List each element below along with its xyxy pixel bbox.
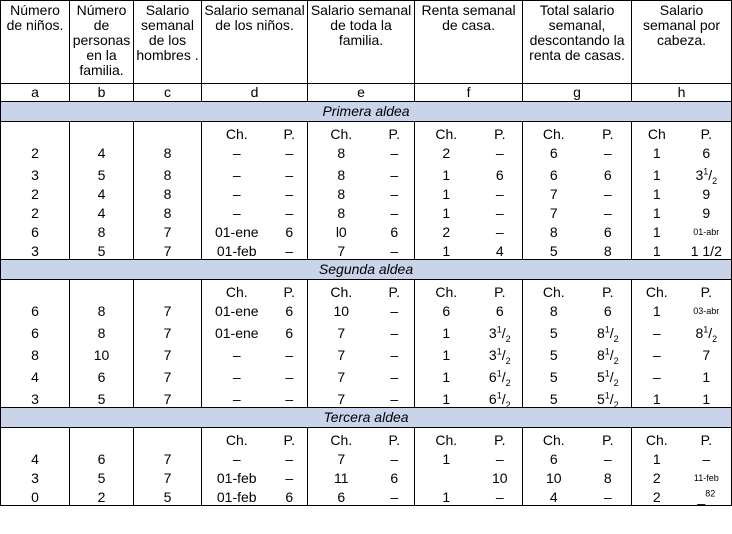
- subheader-row: [1, 122, 732, 143]
- table-cell: 6: [308, 486, 375, 506]
- subheader-cell: Ch.: [542, 284, 565, 300]
- table-cell: 6: [1, 221, 70, 240]
- table-cell: 7: [134, 221, 202, 240]
- subheader-cell: Ch.: [435, 126, 458, 142]
- table-cell: 7: [337, 325, 346, 341]
- letter-h: h: [632, 84, 732, 102]
- table-cell: 1: [682, 363, 732, 385]
- subheader-cell: Ch: [647, 126, 666, 142]
- table-cell: –: [375, 341, 415, 363]
- table-cell: 8: [549, 303, 558, 319]
- table-cell: –: [375, 363, 415, 385]
- subheader-cell: P.: [272, 122, 308, 143]
- letter-d: d: [202, 84, 308, 102]
- section-title: Segunda aldea: [1, 260, 732, 280]
- table-cell: 5: [70, 240, 134, 260]
- table-cell: –: [375, 300, 415, 319]
- header-d: Salario semanal de los niños.: [202, 1, 308, 84]
- table-cell: –: [272, 385, 308, 408]
- section-header: [1, 102, 732, 122]
- table-row: [1, 161, 732, 183]
- table-cell: 6: [442, 303, 451, 319]
- table-cell: –: [652, 369, 661, 385]
- table-cell: 6: [272, 221, 308, 240]
- table-cell: 0: [1, 486, 70, 506]
- table-cell: 03-abr: [682, 300, 732, 319]
- table-row: [1, 221, 732, 240]
- subheader-cell: Ch.: [225, 432, 248, 448]
- table-cell: 1: [442, 369, 451, 385]
- table-cell: 2: [442, 145, 451, 161]
- header-e: Salario semanal de toda la familia.: [308, 1, 415, 84]
- table-cell: –: [272, 448, 308, 467]
- table-cell: 8: [337, 145, 346, 161]
- table-row: [1, 467, 732, 486]
- table-cell: 1: [415, 486, 478, 506]
- table-cell: 8: [134, 183, 202, 202]
- letter-row: [1, 84, 732, 102]
- subheader-empty: [134, 280, 202, 301]
- table-cell: –: [232, 451, 241, 467]
- table-cell: 6: [70, 363, 134, 385]
- subheader-empty: [1, 280, 70, 301]
- table-cell: 8: [134, 161, 202, 183]
- table-cell: –: [232, 186, 241, 202]
- header-c: Salario semanal de los hombres .: [134, 1, 202, 84]
- subheader-cell: Ch.: [645, 432, 668, 448]
- table-cell: –: [585, 183, 632, 202]
- table-cell: 7: [134, 240, 202, 260]
- table-cell: –: [375, 161, 415, 183]
- table-cell: 1: [652, 205, 661, 221]
- table-cell: –: [375, 448, 415, 467]
- section-header: [1, 260, 732, 280]
- table-cell: 3: [1, 240, 70, 260]
- subheader-empty: [1, 122, 70, 143]
- table-cell: –: [652, 347, 661, 363]
- table-row: [1, 363, 732, 385]
- table-row: [1, 300, 732, 319]
- table-cell: 3: [1, 467, 70, 486]
- table-row: [1, 142, 732, 161]
- subheader-cell: P.: [375, 122, 415, 143]
- table-cell: $6^1/_2$: [478, 363, 523, 385]
- table-cell: 1: [652, 451, 661, 467]
- header-row: [1, 1, 732, 84]
- table-cell: 7: [134, 385, 202, 408]
- table-cell: 01-feb: [202, 486, 272, 506]
- letter-b: b: [70, 84, 134, 102]
- subheader-cell: Ch.: [435, 432, 458, 448]
- table-row: [1, 341, 732, 363]
- table-cell: 01-feb: [216, 243, 257, 259]
- table-row: [1, 385, 732, 408]
- table-cell: 6: [585, 300, 632, 319]
- table-cell: 2: [1, 142, 70, 161]
- table-cell: 5: [70, 467, 134, 486]
- subheader-cell: P.: [682, 280, 732, 301]
- table-cell: 01-feb: [216, 470, 257, 486]
- table-cell: 5: [549, 243, 558, 259]
- table-cell: 6: [549, 167, 558, 183]
- table-cell: 01-abr: [682, 221, 732, 240]
- table-cell: 6: [1, 300, 70, 319]
- letter-g: g: [523, 84, 632, 102]
- table-cell: 7: [337, 347, 346, 363]
- table-cell: 8: [70, 319, 134, 341]
- table-cell: 5: [70, 385, 134, 408]
- table-cell: 6: [585, 161, 632, 183]
- table-row: [1, 202, 732, 221]
- table-cell: 8: [337, 167, 346, 183]
- table-cell: 1 1/2: [682, 240, 732, 260]
- table-cell: 1: [682, 385, 732, 408]
- table-cell: $3^1/_2$: [682, 161, 732, 183]
- table-cell: 4: [70, 183, 134, 202]
- table-cell: –: [652, 325, 661, 341]
- table-cell: 1: [442, 347, 451, 363]
- subheader-cell: Ch.: [542, 432, 565, 448]
- table-cell: 5: [70, 161, 134, 183]
- table-cell: 5: [549, 369, 558, 385]
- table-cell: 5: [549, 347, 558, 363]
- table-cell: –: [478, 448, 523, 467]
- table-cell: 9: [682, 202, 732, 221]
- table-cell: 3: [1, 161, 70, 183]
- table-cell: 8: [337, 186, 346, 202]
- table-cell: –: [232, 369, 241, 385]
- table-row: [1, 183, 732, 202]
- table-cell: –: [585, 142, 632, 161]
- table-cell: 6: [375, 221, 415, 240]
- table-cell: 5: [549, 391, 558, 407]
- table-cell: 6: [272, 300, 308, 319]
- table-cell: 8: [70, 221, 134, 240]
- table-cell: $5^1/_2$: [585, 385, 632, 408]
- table-cell: 1: [442, 325, 451, 341]
- table-cell: 01-ene: [214, 224, 259, 240]
- header-f: Renta semanal de casa.: [415, 1, 523, 84]
- letter-c: c: [134, 84, 202, 102]
- table-cell: –: [375, 202, 415, 221]
- table-cell: 1: [652, 224, 661, 240]
- table-cell: 7: [337, 451, 346, 467]
- table-cell: –: [682, 448, 732, 467]
- subheader-empty: [70, 122, 134, 143]
- table-cell: 8: [134, 202, 202, 221]
- table-cell: 2: [1, 183, 70, 202]
- table-cell: 4: [70, 142, 134, 161]
- table-cell: 10: [70, 341, 134, 363]
- subheader-empty: [134, 428, 202, 449]
- table-row: [1, 448, 732, 467]
- table-cell: 4: [1, 448, 70, 467]
- table-cell: –: [478, 221, 523, 240]
- table-cell: 7: [134, 467, 202, 486]
- table-cell: –: [232, 167, 241, 183]
- table-cell: 6: [549, 145, 558, 161]
- table-cell: 1: [652, 243, 661, 259]
- table-cell: –: [375, 385, 415, 408]
- table-cell: 7: [337, 369, 346, 385]
- subheader-empty: [1, 428, 70, 449]
- table-cell: –: [272, 161, 308, 183]
- table-cell: 9: [682, 183, 732, 202]
- subheader-cell: P.: [585, 428, 632, 449]
- table-cell: 11: [333, 470, 349, 486]
- table-cell: –: [375, 142, 415, 161]
- table-cell: 1: [442, 391, 451, 407]
- table-cell: 1: [652, 167, 661, 183]
- table-cell: 4: [523, 486, 585, 506]
- table-cell: 3: [1, 385, 70, 408]
- table-cell: –: [375, 319, 415, 341]
- table-cell: –: [232, 391, 241, 407]
- section-title: Tercera aldea: [1, 408, 732, 428]
- table-cell: 1: [652, 145, 661, 161]
- table-row: [1, 319, 732, 341]
- table-cell: –: [272, 240, 308, 260]
- subheader-cell: Ch.: [330, 126, 353, 142]
- subheader-cell: Ch.: [330, 432, 353, 448]
- header-g: Total salario semanal, descontando la renta de casas.: [523, 1, 632, 84]
- subheader-cell: P.: [682, 428, 732, 449]
- subheader-cell: P.: [375, 280, 415, 301]
- table-cell: –: [375, 240, 415, 260]
- table-cell: 6: [585, 221, 632, 240]
- table-cell: 7: [549, 186, 558, 202]
- table-cell: 1: [652, 303, 661, 319]
- table-cell: –: [585, 202, 632, 221]
- header-h: Salario semanal por cabeza.: [632, 1, 732, 84]
- section-title: Primera aldea: [1, 102, 732, 122]
- table-cell: 7: [134, 319, 202, 341]
- table-cell: –: [272, 467, 308, 486]
- table-cell: 8: [585, 240, 632, 260]
- table-cell: 01-ene: [214, 303, 259, 319]
- table-cell: 6: [375, 467, 415, 486]
- section-header: [1, 408, 732, 428]
- table-cell: –: [232, 205, 241, 221]
- table-cell: 6: [70, 448, 134, 467]
- table-cell: 5: [134, 486, 202, 506]
- table-cell: –: [478, 142, 523, 161]
- table-cell: 10: [478, 467, 523, 486]
- table-cell: –: [375, 486, 415, 506]
- table-cell: 2: [632, 486, 682, 506]
- table-cell: $6^1/_2$: [478, 385, 523, 408]
- table-cell: 01-ene: [214, 325, 259, 341]
- table-cell: 8: [134, 142, 202, 161]
- table-cell: –: [478, 202, 523, 221]
- table-cell: 4: [1, 363, 70, 385]
- table-cell: _$^{82}$: [682, 486, 732, 506]
- table-cell: 6: [272, 319, 308, 341]
- subheader-empty: [70, 280, 134, 301]
- table-cell: 6: [272, 486, 308, 506]
- table-cell: 11-feb: [682, 467, 732, 486]
- subheader-cell: Ch.: [225, 126, 248, 142]
- table-cell: $8^1/_2$: [682, 319, 732, 341]
- table-cell: –: [585, 448, 632, 467]
- table-cell: 7: [337, 243, 346, 259]
- table-cell: 2: [442, 224, 451, 240]
- subheader-cell: P.: [478, 428, 523, 449]
- subheader-cell: P.: [375, 428, 415, 449]
- table-cell: –: [232, 347, 241, 363]
- table-cell: 4: [478, 240, 523, 260]
- letter-e: e: [308, 84, 415, 102]
- table-cell: –: [272, 183, 308, 202]
- subheader-cell: P.: [682, 122, 732, 143]
- table-cell: –: [375, 183, 415, 202]
- table-cell: $3^1/_2$: [478, 341, 523, 363]
- subheader-cell: P.: [272, 280, 308, 301]
- table-cell: 7: [134, 300, 202, 319]
- letter-a: a: [1, 84, 70, 102]
- table-cell: 4: [70, 202, 134, 221]
- subheader-cell: P.: [272, 428, 308, 449]
- table-cell: 6: [478, 300, 523, 319]
- table-cell: 7: [134, 341, 202, 363]
- table-cell: –: [478, 183, 523, 202]
- table-cell: –: [585, 486, 632, 506]
- subheader-empty: [134, 122, 202, 143]
- header-a: Número de niños.: [1, 1, 70, 84]
- table-cell: $8^1/_2$: [585, 341, 632, 363]
- table-cell: –: [232, 145, 241, 161]
- subheader-cell: Ch.: [645, 284, 668, 300]
- table-cell: 2: [1, 202, 70, 221]
- table-cell: 5: [549, 325, 558, 341]
- table-cell: 1: [442, 186, 451, 202]
- table-cell: 7: [134, 363, 202, 385]
- subheader-row: [1, 428, 732, 449]
- table-cell: 8: [549, 224, 558, 240]
- table-cell: [415, 467, 478, 486]
- subheader-empty: [70, 428, 134, 449]
- table-cell: 1: [442, 205, 451, 221]
- subheader-cell: Ch.: [225, 284, 248, 300]
- table-cell: 1: [442, 451, 451, 467]
- subheader-cell: Ch.: [330, 284, 353, 300]
- table-cell: 1: [652, 391, 661, 407]
- table-cell: 7: [682, 341, 732, 363]
- header-b: Número de personas en la familia.: [70, 1, 134, 84]
- table-cell: –: [478, 486, 523, 506]
- table-cell: 1: [652, 186, 661, 202]
- table-cell: $3^1/_2$: [478, 319, 523, 341]
- subheader-cell: P.: [585, 122, 632, 143]
- letter-f: f: [415, 84, 523, 102]
- subheader-row: [1, 280, 732, 301]
- table-cell: $8^1/_2$: [585, 319, 632, 341]
- table-cell: 8: [70, 300, 134, 319]
- table-cell: 6: [549, 451, 558, 467]
- table-cell: 2: [70, 486, 134, 506]
- table-cell: 7: [134, 448, 202, 467]
- table-cell: 1: [442, 243, 451, 259]
- table-cell: –: [272, 341, 308, 363]
- table-cell: l0: [335, 224, 347, 240]
- table-row: [1, 240, 732, 260]
- table-row: [1, 486, 732, 506]
- table-cell: 10: [546, 470, 562, 486]
- subheader-cell: Ch.: [542, 126, 565, 142]
- table-cell: 8: [1, 341, 70, 363]
- subheader-cell: P.: [585, 280, 632, 301]
- table-cell: 7: [549, 205, 558, 221]
- table-cell: –: [272, 363, 308, 385]
- table-cell: –: [272, 202, 308, 221]
- table-cell: 8: [337, 205, 346, 221]
- table-cell: 6: [682, 142, 732, 161]
- table-cell: 7: [337, 391, 346, 407]
- subheader-cell: P.: [478, 122, 523, 143]
- table-cell: 6: [1, 319, 70, 341]
- table-cell: 2: [652, 470, 661, 486]
- table-cell: $5^1/_2$: [585, 363, 632, 385]
- table-cell: 6: [478, 161, 523, 183]
- subheader-cell: P.: [478, 280, 523, 301]
- table-cell: 1: [442, 167, 451, 183]
- table-cell: 8: [585, 467, 632, 486]
- subheader-cell: Ch.: [435, 284, 458, 300]
- table-cell: 10: [333, 303, 350, 319]
- table-cell: –: [272, 142, 308, 161]
